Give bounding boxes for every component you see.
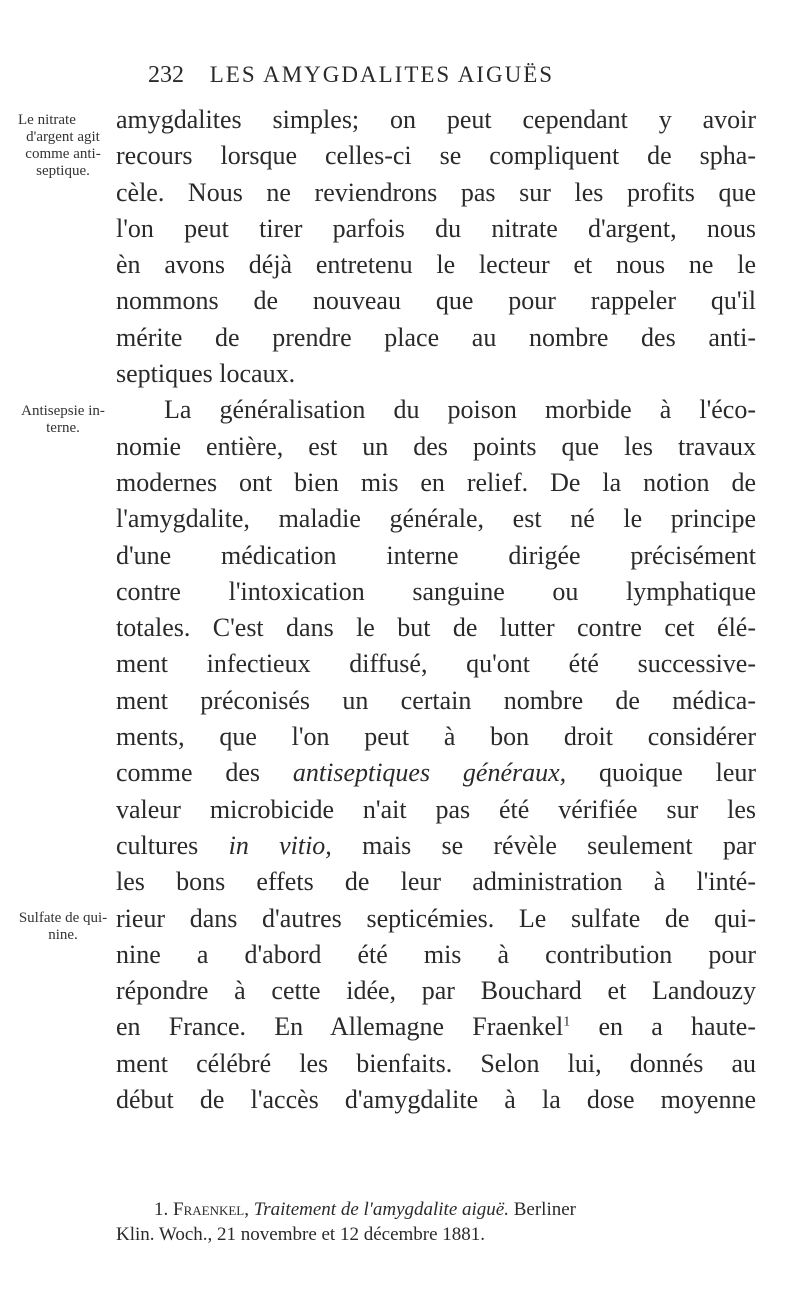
- text-line: début de l'accès d'amygdalite à la dose moyenne: [116, 1085, 756, 1115]
- text-line: èn avons déjà entretenu le lecteur et nous ne le: [116, 250, 756, 280]
- text-line: [116, 755, 756, 791]
- text-line: La généralisation du poison morbide à l'éco-: [164, 395, 756, 425]
- footnote-number: 1.: [154, 1199, 169, 1220]
- margin-note-line: Antisepsie in-: [21, 403, 105, 419]
- margin-note-line: Le nitrate: [18, 112, 76, 128]
- text-line: les bons effets de leur administration à l'inté-: [116, 867, 756, 897]
- margin-note-line: d'argent agit: [26, 129, 100, 145]
- footnote-line: Klin. Woch., 21 novembre et 12 décembre 1881.: [116, 1224, 486, 1245]
- text-line: répondre à cette idée, par Bouchard et Landouzy: [116, 976, 756, 1006]
- text-line: septiques locaux.: [116, 359, 296, 389]
- text-line: totales. C'est dans le but de lutter contre cet élé-: [116, 613, 756, 643]
- text-line: mérite de prendre place au nombre des anti-: [116, 322, 756, 352]
- footnote-ref: 1: [563, 1014, 571, 1030]
- text-line: ment célébré les bienfaits. Selon lui, donnés au: [116, 1048, 756, 1078]
- text-line: cèle. Nous ne reviendrons pas sur les profits que: [116, 177, 756, 207]
- margin-note-line: septique.: [36, 163, 90, 179]
- margin-note-line: comme anti-: [25, 146, 101, 162]
- text-segment: en France. En Allemagne Fraenkel: [116, 1012, 564, 1042]
- text-line: modernes ont bien mis en relief. De la notion de: [116, 467, 756, 497]
- text-line: ment infectieux diffusé, qu'ont été successive-: [116, 649, 756, 679]
- text-line: [116, 1009, 756, 1045]
- text-segment: cultures: [116, 830, 199, 860]
- margin-note-sulfate: [18, 910, 108, 944]
- page-header: [148, 62, 748, 89]
- margin-note-line: nine.: [48, 927, 78, 943]
- footnote-line: [116, 1197, 756, 1222]
- text-line: contre l'intoxication sanguine ou lymphatique: [116, 576, 756, 606]
- text-line: d'une médication interne dirigée précisément: [116, 540, 756, 570]
- footnote-title: Traitement de l'amygdalite aiguë.: [253, 1199, 509, 1220]
- page-number: 232: [148, 62, 184, 88]
- text-segment: quoique leur: [599, 758, 757, 788]
- margin-note-line: Sulfate de qui-: [18, 910, 108, 926]
- italic-phrase: antiseptiques généraux,: [292, 758, 567, 788]
- body-text: [116, 102, 756, 1118]
- running-title: LES AMYGDALITES AIGUËS: [209, 62, 555, 87]
- margin-note-line: terne.: [46, 420, 80, 436]
- footnote-journal: Berliner: [513, 1199, 576, 1220]
- text-line: [116, 828, 756, 864]
- text-line: ments, que l'on peut à bon droit considérer: [116, 722, 756, 752]
- text-line: ment préconisés un certain nombre de médica-: [116, 685, 756, 715]
- italic-phrase: in vitio,: [228, 830, 332, 860]
- margin-note-antisepsie: [18, 403, 108, 437]
- text-line: nommons de nouveau que pour rappeler qu'il: [116, 286, 756, 316]
- text-segment: comme des: [116, 758, 261, 788]
- text-line: recours lorsque celles-ci se compliquent de spha-: [116, 141, 756, 171]
- text-line: nomie entière, est un des points que les travaux: [116, 431, 756, 461]
- footnote-author: Fraenkel,: [173, 1199, 249, 1220]
- text-line: valeur microbicide n'ait pas été vérifiée sur les: [116, 794, 756, 824]
- margin-note-nitrate: [18, 112, 108, 180]
- text-line: rieur dans d'autres septicémies. Le sulfate de qui-: [116, 903, 756, 933]
- text-line: l'amygdalite, maladie générale, est né le principe: [116, 504, 756, 534]
- text-segment: mais se révèle seulement par: [362, 830, 757, 860]
- text-line: nine a d'abord été mis à contribution pour: [116, 939, 756, 969]
- text-line: amygdalites simples; on peut cependant y avoir: [116, 105, 756, 134]
- text-line: l'on peut tirer parfois du nitrate d'argent, nous: [116, 213, 756, 243]
- text-segment: en a haute-: [598, 1012, 757, 1042]
- footnote: [116, 1197, 756, 1247]
